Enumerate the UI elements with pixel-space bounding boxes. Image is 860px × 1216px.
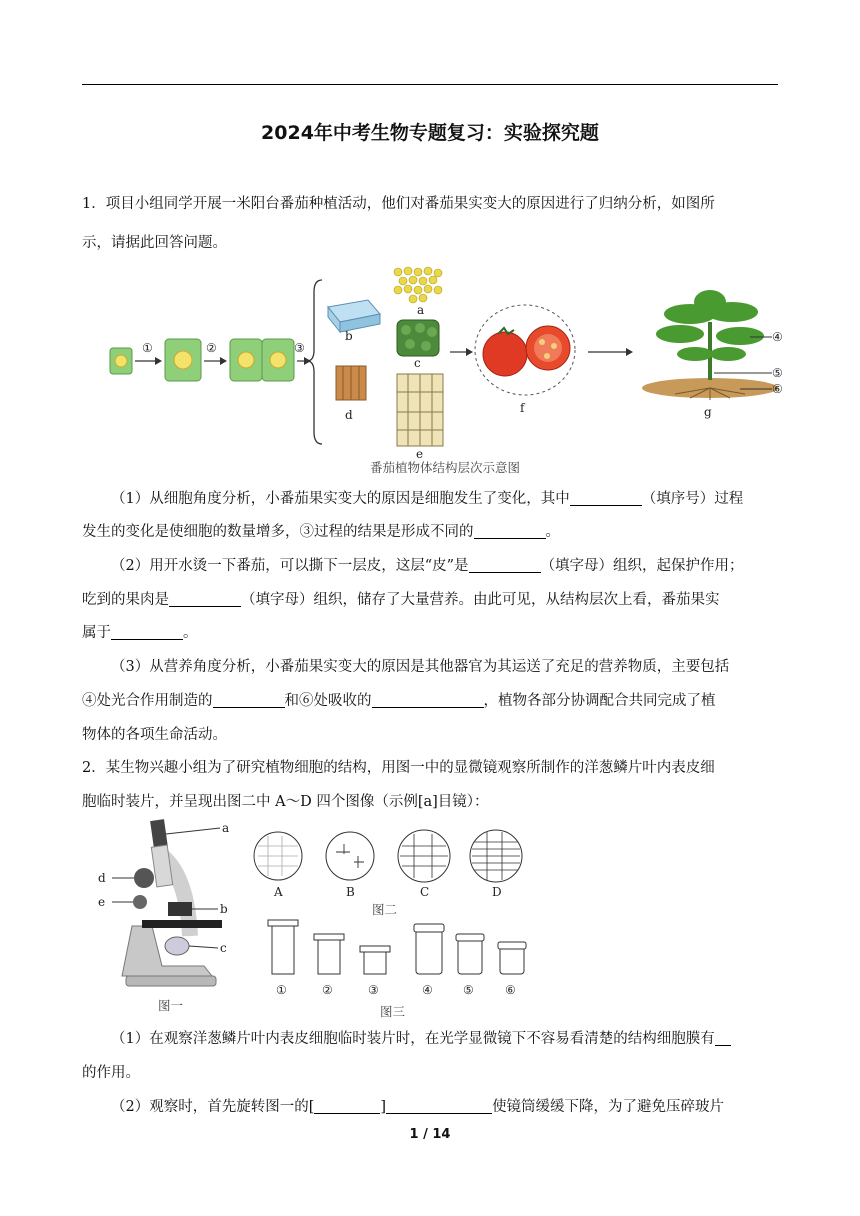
step-1-label: ① bbox=[142, 341, 153, 355]
mic-label-a: a bbox=[222, 821, 230, 835]
pointer-a bbox=[166, 828, 220, 834]
page-title: 2024年中考生物专题复习：实验探究题 bbox=[261, 122, 599, 144]
answer-blank[interactable] bbox=[386, 1095, 492, 1114]
q1-sub2-cont2: 属于 。 bbox=[82, 619, 778, 647]
field-of-view-images bbox=[254, 830, 522, 917]
q1-sub3-cont: ④处光合作用制造的 和⑥处吸收的 ，植物各部分协调配合共同完成了植 bbox=[82, 687, 778, 715]
q2-stem-line2: 胞临时装片，并呈现出图二中 A～D 四个图像（示例[a]目镜）： bbox=[82, 794, 489, 810]
view-A: A bbox=[274, 885, 283, 899]
fig1-caption: 图一 bbox=[158, 998, 184, 1013]
mic-label-b: b bbox=[220, 902, 228, 916]
q1-sub3-cont2: 物体的各项生命活动。 bbox=[82, 727, 227, 743]
answer-blank[interactable] bbox=[314, 1095, 380, 1114]
tomato-fruit bbox=[475, 305, 575, 415]
q1-figure bbox=[100, 262, 800, 477]
mic-label-c: c bbox=[220, 941, 227, 955]
answer-blank[interactable] bbox=[469, 554, 541, 573]
tissue-c bbox=[397, 320, 439, 370]
mic-label-e: e bbox=[98, 895, 106, 909]
mark-4: ④ bbox=[772, 330, 783, 344]
q1-sub2: （2）用开水烫一下番茄，可以撕下一层皮，这层“皮”是 （填字母）组织，起保护作用； bbox=[82, 552, 778, 580]
answer-blank[interactable] bbox=[715, 1027, 731, 1046]
q1-sub1-cont: 发生的变化是使细胞的数量增多，③过程的结果是形成不同的 。 bbox=[82, 518, 778, 546]
tissue-d bbox=[336, 366, 366, 422]
lenses bbox=[268, 920, 526, 974]
answer-blank[interactable] bbox=[570, 487, 642, 506]
lens-6: ⑥ bbox=[505, 983, 516, 997]
lens-1: ① bbox=[276, 983, 287, 997]
tissue-a bbox=[392, 267, 444, 317]
answer-blank[interactable] bbox=[372, 689, 484, 708]
q1-sub1: （1）从细胞角度分析，小番茄果实变大的原因是细胞发生了变化，其中 （填序号）过程 bbox=[82, 485, 778, 513]
answer-blank[interactable] bbox=[169, 588, 241, 607]
label-d: d bbox=[345, 408, 353, 422]
tissue-b bbox=[328, 300, 380, 343]
answer-blank[interactable] bbox=[111, 621, 183, 640]
answer-blank[interactable] bbox=[474, 520, 546, 539]
label-g: g bbox=[704, 405, 712, 419]
single-cell bbox=[110, 348, 132, 374]
microscope bbox=[98, 819, 229, 1013]
mic-label-d: d bbox=[98, 871, 106, 885]
fig3-caption: 图三 bbox=[380, 1004, 406, 1019]
label-f: f bbox=[520, 401, 525, 415]
lens-3: ③ bbox=[368, 983, 379, 997]
q2-figures bbox=[92, 816, 552, 1021]
lens-5: ⑤ bbox=[463, 983, 474, 997]
mark-5: ⑤ bbox=[772, 366, 783, 380]
fig2-caption: 图二 bbox=[372, 902, 398, 917]
lens-4: ④ bbox=[422, 983, 433, 997]
q1-sub3: （3）从营养角度分析，小番茄果实变大的原因是其他器官为其运送了充足的营养物质，主要包括 bbox=[111, 659, 730, 675]
label-c: c bbox=[414, 356, 421, 370]
tissue-e bbox=[397, 374, 443, 461]
view-B: B bbox=[346, 885, 355, 899]
q1-stem-line2: 示，请据此回答问题。 bbox=[82, 235, 227, 251]
q1-sub2-cont: 吃到的果肉是 （填字母）组织，储存了大量营养。由此可见，从结构层次上看，番茄果实 bbox=[82, 586, 778, 614]
label-a: a bbox=[417, 303, 425, 317]
step-2-label: ② bbox=[206, 341, 217, 355]
page-number: 1 / 14 bbox=[409, 1127, 451, 1142]
mark-6: ⑥ bbox=[772, 382, 783, 396]
q2-sub1-cont: 的作用。 bbox=[82, 1065, 140, 1081]
q2-stem-line1: 2．某生物兴趣小组为了研究植物细胞的结构，用图一中的显微镜观察所制作的洋葱鳞片叶内表皮细 bbox=[82, 760, 715, 776]
enlarged-cell bbox=[165, 339, 201, 381]
lens-2: ② bbox=[322, 983, 333, 997]
answer-blank[interactable] bbox=[213, 689, 285, 708]
header-rule bbox=[82, 84, 778, 85]
brace bbox=[307, 280, 322, 444]
q1-stem-line1: 1．项目小组同学开展一米阳台番茄种植活动，他们对番茄果实变大的原因进行了归纳分析，如图所 bbox=[82, 196, 715, 212]
tomato-plant bbox=[642, 290, 783, 419]
figure-caption: 番茄植物体结构层次示意图 bbox=[370, 460, 521, 475]
q2-sub2: （2）观察时，首先旋转图一的[ ] 使镜筒缓缓下降，为了避免压碎玻片 bbox=[82, 1093, 778, 1121]
q2-sub1: （1）在观察洋葱鳞片叶内表皮细胞临时装片时，在光学显微镜下不容易看清楚的结构细胞膜有 bbox=[82, 1025, 778, 1053]
view-D: D bbox=[492, 885, 502, 899]
label-e: e bbox=[416, 447, 424, 461]
pointer-c bbox=[189, 946, 218, 948]
label-b: b bbox=[345, 329, 353, 343]
step-3-label: ③ bbox=[294, 341, 305, 355]
view-C: C bbox=[420, 885, 430, 899]
divided-cells bbox=[230, 339, 294, 381]
